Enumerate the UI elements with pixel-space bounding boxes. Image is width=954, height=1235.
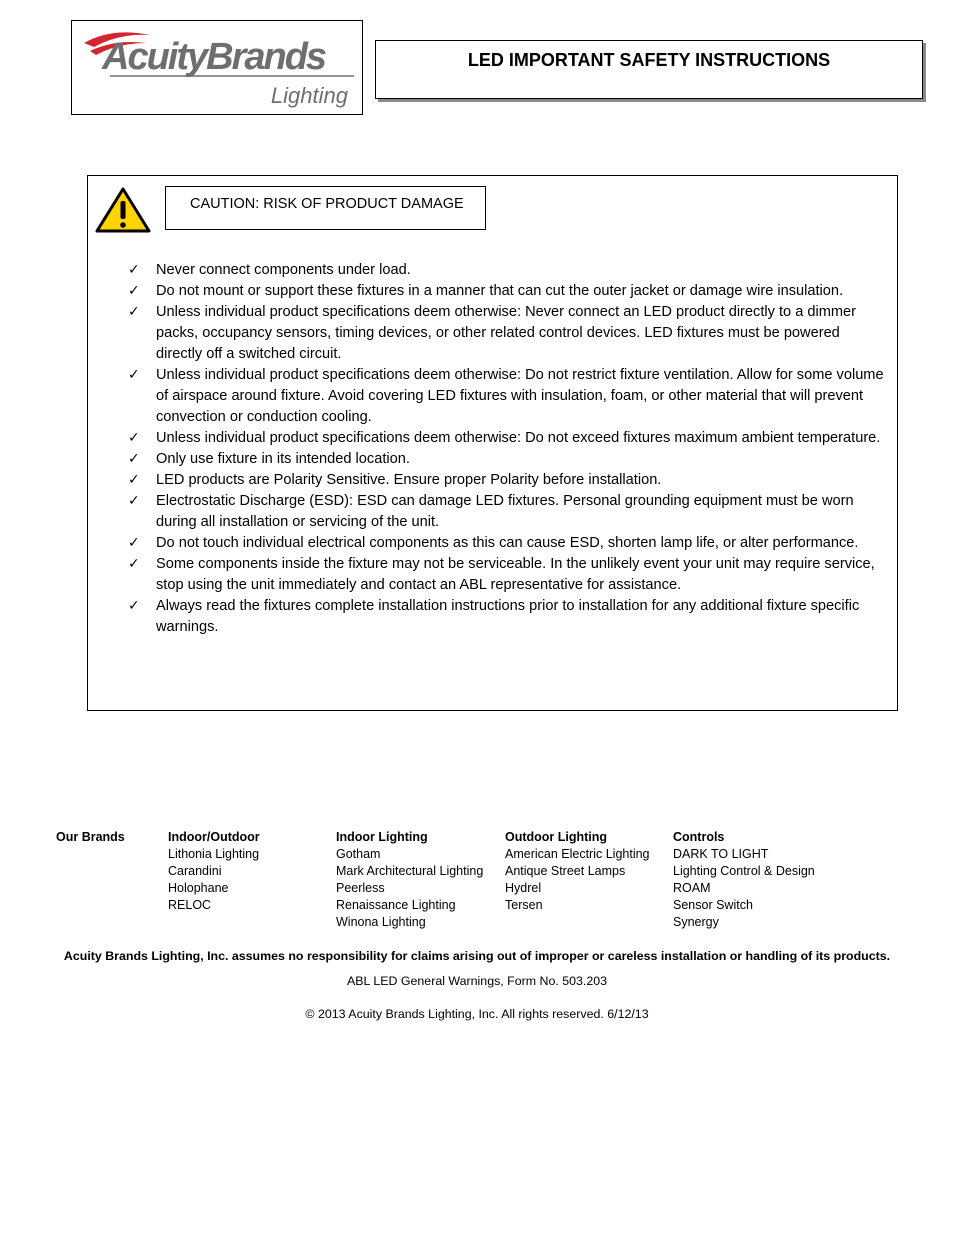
checkmark-icon: ✓ (128, 535, 140, 551)
copyright: © 2013 Acuity Brands Lighting, Inc. All rights reserved. 6/12/13 (305, 1007, 649, 1021)
title-box (375, 40, 923, 99)
warning-item-text: Some components inside the fixture may not be serviceable. In the unlikely event your unit may require service, stop using the unit immediately and contact an ABL representative for assistance. (156, 556, 875, 593)
warning-item (126, 428, 886, 449)
checkmark-icon: ✓ (128, 493, 140, 509)
checkmark-icon: ✓ (128, 556, 140, 572)
brand-name: Lithonia Lighting (168, 847, 260, 861)
warning-item (126, 596, 886, 638)
brand-column-controls (673, 829, 815, 931)
warning-triangle-icon (94, 186, 152, 234)
brand-column-title: Outdoor Lighting (505, 830, 608, 844)
company-logo (71, 20, 363, 115)
checkmark-icon: ✓ (128, 451, 140, 467)
warning-item-text: LED products are Polarity Sensitive. Ensure proper Polarity before installation. (156, 472, 662, 488)
checkmark-icon: ✓ (128, 598, 140, 614)
logo-secondary-text: Lighting (270, 83, 348, 108)
warning-item-text: Unless individual product specifications deem otherwise: Never connect an LED product directly to a dimmer packs, occupancy sensors, timing devices, or other related control devices. LED fixtures must be powered directly off a switched circuit. (156, 304, 857, 362)
brand-name: Gotham (336, 847, 381, 861)
warning-item (126, 449, 886, 470)
brand-column-indoor-lighting (336, 829, 483, 931)
caution-label: CAUTION: RISK OF PRODUCT DAMAGE (190, 196, 464, 212)
warning-item (126, 470, 886, 491)
disclaimer: Acuity Brands Lighting, Inc. assumes no responsibility for claims arising out of improper or careless installation or handling of its products. (63, 949, 891, 963)
brand-column-indoor-outdoor (168, 829, 260, 914)
brand-name: Antique Street Lamps (505, 864, 626, 878)
brand-name: Renaissance Lighting (336, 898, 456, 912)
checkmark-icon: ✓ (128, 283, 140, 299)
warning-item-text: Do not mount or support these fixtures in a manner that can cut the outer jacket or damage wire insulation. (156, 283, 844, 299)
brand-name: Hydrel (505, 881, 542, 895)
brand-name: Mark Architectural Lighting (336, 864, 484, 878)
brand-name: ROAM (673, 881, 711, 895)
brand-name: Synergy (673, 915, 719, 929)
checkmark-icon: ✓ (128, 367, 140, 383)
checkmark-icon: ✓ (128, 262, 140, 278)
warning-item (126, 554, 886, 596)
warning-item-text: Never connect components under load. (156, 262, 411, 278)
warning-item (126, 281, 886, 302)
brands-heading: Our Brands (56, 830, 125, 844)
warning-panel (87, 175, 898, 711)
brand-name: DARK TO LIGHT (673, 847, 769, 861)
checkmark-icon: ✓ (128, 430, 140, 446)
brand-name: Sensor Switch (673, 898, 753, 912)
brand-name: RELOC (168, 898, 212, 912)
warning-item (126, 365, 886, 428)
warning-item (126, 491, 886, 533)
warning-list (126, 260, 886, 638)
brand-name: American Electric Lighting (505, 847, 650, 861)
checkmark-icon: ✓ (128, 304, 140, 320)
form-number: ABL LED General Warnings, Form No. 503.203 (346, 974, 608, 988)
logo-primary-text: AcuityBrands (102, 36, 326, 78)
brand-name: Holophane (168, 881, 229, 895)
caution-label-box (165, 186, 486, 230)
warning-item-text: Do not touch individual electrical components as this can cause ESD, shorten lamp life, or alter performance. (156, 535, 859, 551)
checkmark-icon: ✓ (128, 472, 140, 488)
brand-name: Peerless (336, 881, 385, 895)
warning-item (126, 533, 886, 554)
warning-item (126, 302, 886, 365)
brand-name: Winona Lighting (336, 915, 426, 929)
brand-column-title: Indoor Lighting (336, 830, 428, 844)
page-title: LED IMPORTANT SAFETY INSTRUCTIONS (467, 50, 831, 70)
brand-column-outdoor-lighting (505, 829, 650, 914)
warning-item-text: Always read the fixtures complete installation instructions prior to installation for any additional fixture specific warnings. (156, 598, 860, 635)
warning-item-text: Unless individual product specifications deem otherwise: Do not exceed fixtures maximum ambient temperature. (156, 430, 881, 446)
brand-name: Lighting Control & Design (673, 864, 815, 878)
warning-item-text: Only use fixture in its intended location. (156, 451, 410, 467)
brand-column-title: Controls (673, 830, 725, 844)
warning-item-text: Electrostatic Discharge (ESD): ESD can damage LED fixtures. Personal grounding equipment must be worn during all installation or servicing of the unit. (156, 493, 854, 530)
brand-name: Carandini (168, 864, 222, 878)
warning-item (126, 260, 886, 281)
brand-column-title: Indoor/Outdoor (168, 830, 260, 844)
brand-name: Tersen (505, 898, 543, 912)
warning-item-text: Unless individual product specifications deem otherwise: Do not restrict fixture ventilation. Allow for some volume of airspace around fixture. Avoid covering LED fixtures with insulation, foam, or other material that will prevent convection or conduction cooling. (156, 367, 884, 425)
